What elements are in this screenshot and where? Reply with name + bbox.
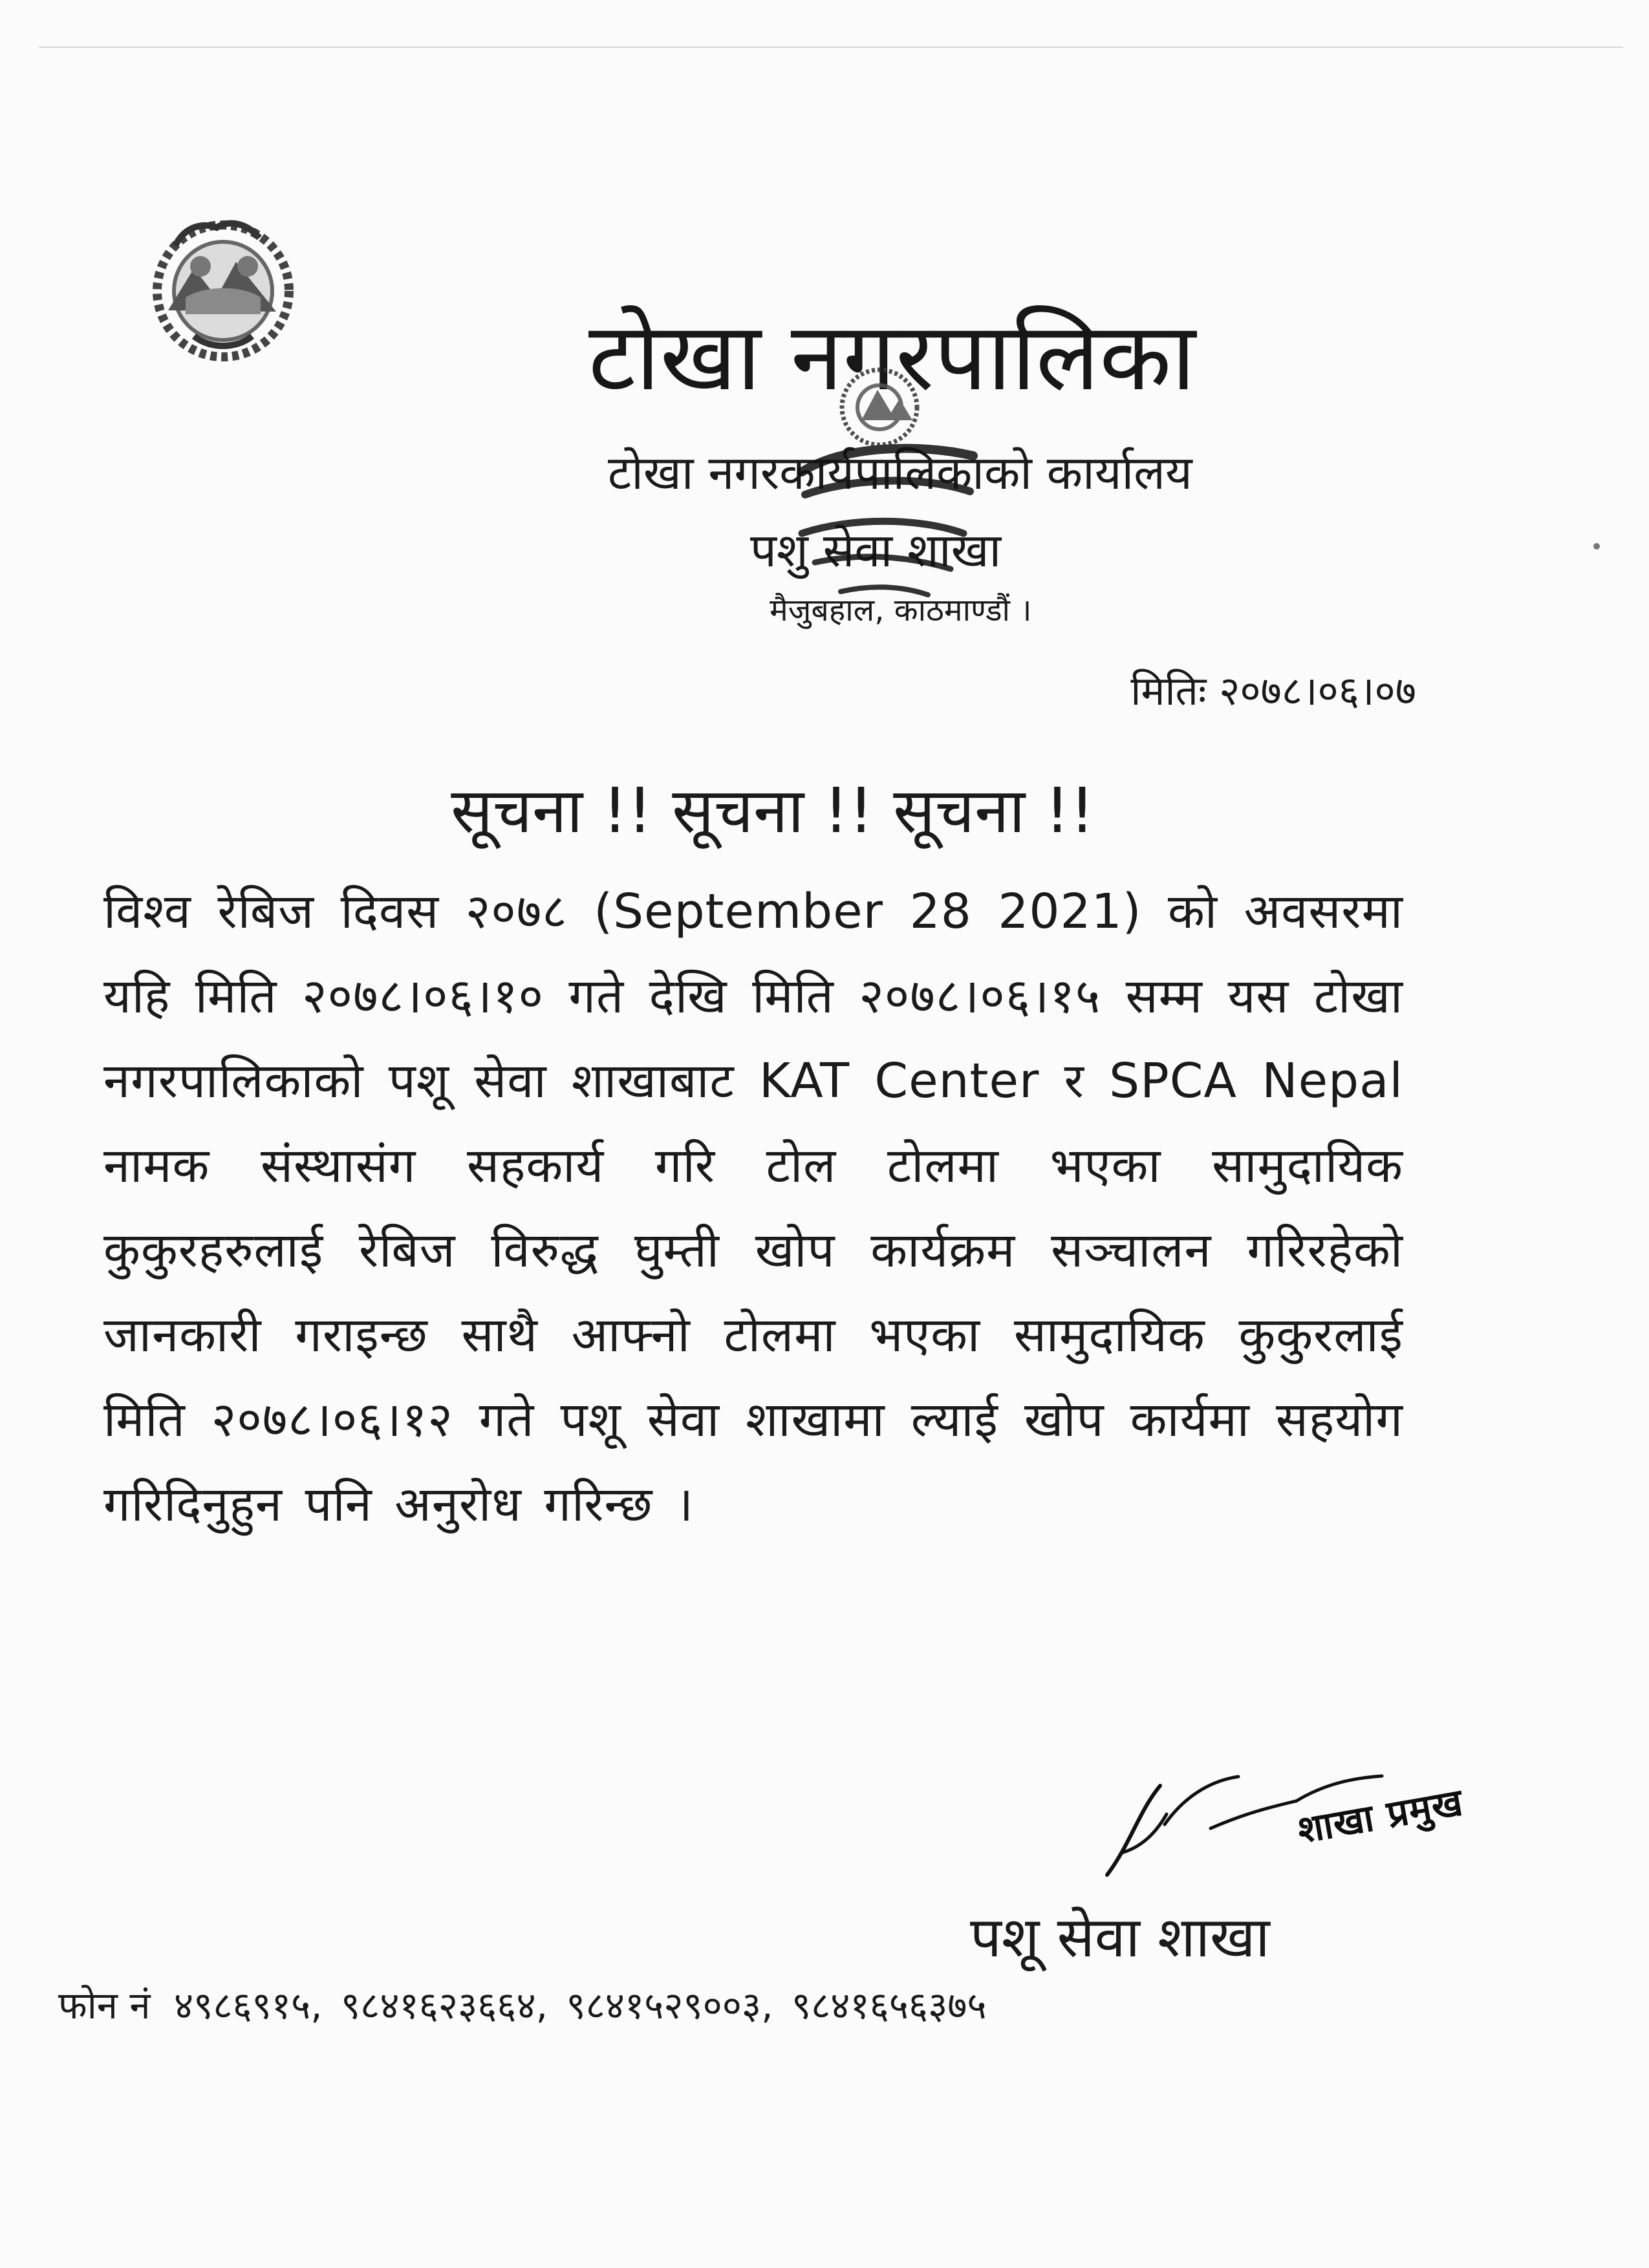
signature-branch: पशू सेवा शाखा [970,1905,1270,1970]
office-address: मैजुबहाल, काठमाण्डौं । [770,592,1032,628]
government-crest-icon [133,200,314,369]
municipality-title: टोखा नगरपालिका [588,303,1196,412]
document-date: मितिः २०७८।०६।०७ [1130,667,1416,714]
scan-dot-mark [1593,543,1600,550]
phone-number: ९८४१५२९००३, [566,1984,773,2027]
branch-name: पशु सेवा शाखा [750,523,1002,577]
notice-body [103,870,1403,1547]
phone-label: फोन नं [58,1984,151,2027]
scan-edge-line [39,47,1623,48]
phone-list [58,1978,1584,2029]
office-name: टोखा नगरकार्यपालिकाको कार्यालय [608,445,1192,500]
phone-number: ९८४१६२३६६४, [341,1984,548,2027]
head-stamp: शाखा प्रमुख [1294,1780,1467,1852]
phone-number: ९८४१६५६३७५ [791,1984,987,2027]
notice-heading: सूचना !! सूचना !! सूचना !! [451,775,1095,847]
phone-number: ४९८६९१५, [174,1984,323,2027]
notice-body-text: विश्व रेबिज दिवस २०७८ (September 28 2021) को अवसरमा यहि मिति २०७८।०६।१० गते देखि मिति २०७८।०६।१५ सम्म यस टोखा नगरपालिकाको पशू सेवा शाखाबाट KAT Center र SPCA Nepal नामक संस्थासंग सहकार्य गरि टोल टोलमा भएका सामुदायिक कुकुरहरुलाई रेबिज विरुद्ध घुम्ती खोप कार्यक्रम सञ्चालन गरिरहेको जानकारी गराइन्छ साथै आफ्नो टोलमा भएका सामुदायिक कुकुरलाई मिति २०७८।०६।१२ गते पशू सेवा शाखामा ल्याई खोप कार्यमा सहयोग गरिदिनुहुन पनि अनुरोध गरिन्छ । [103,884,1403,1532]
office-stamp-icon [789,359,983,617]
